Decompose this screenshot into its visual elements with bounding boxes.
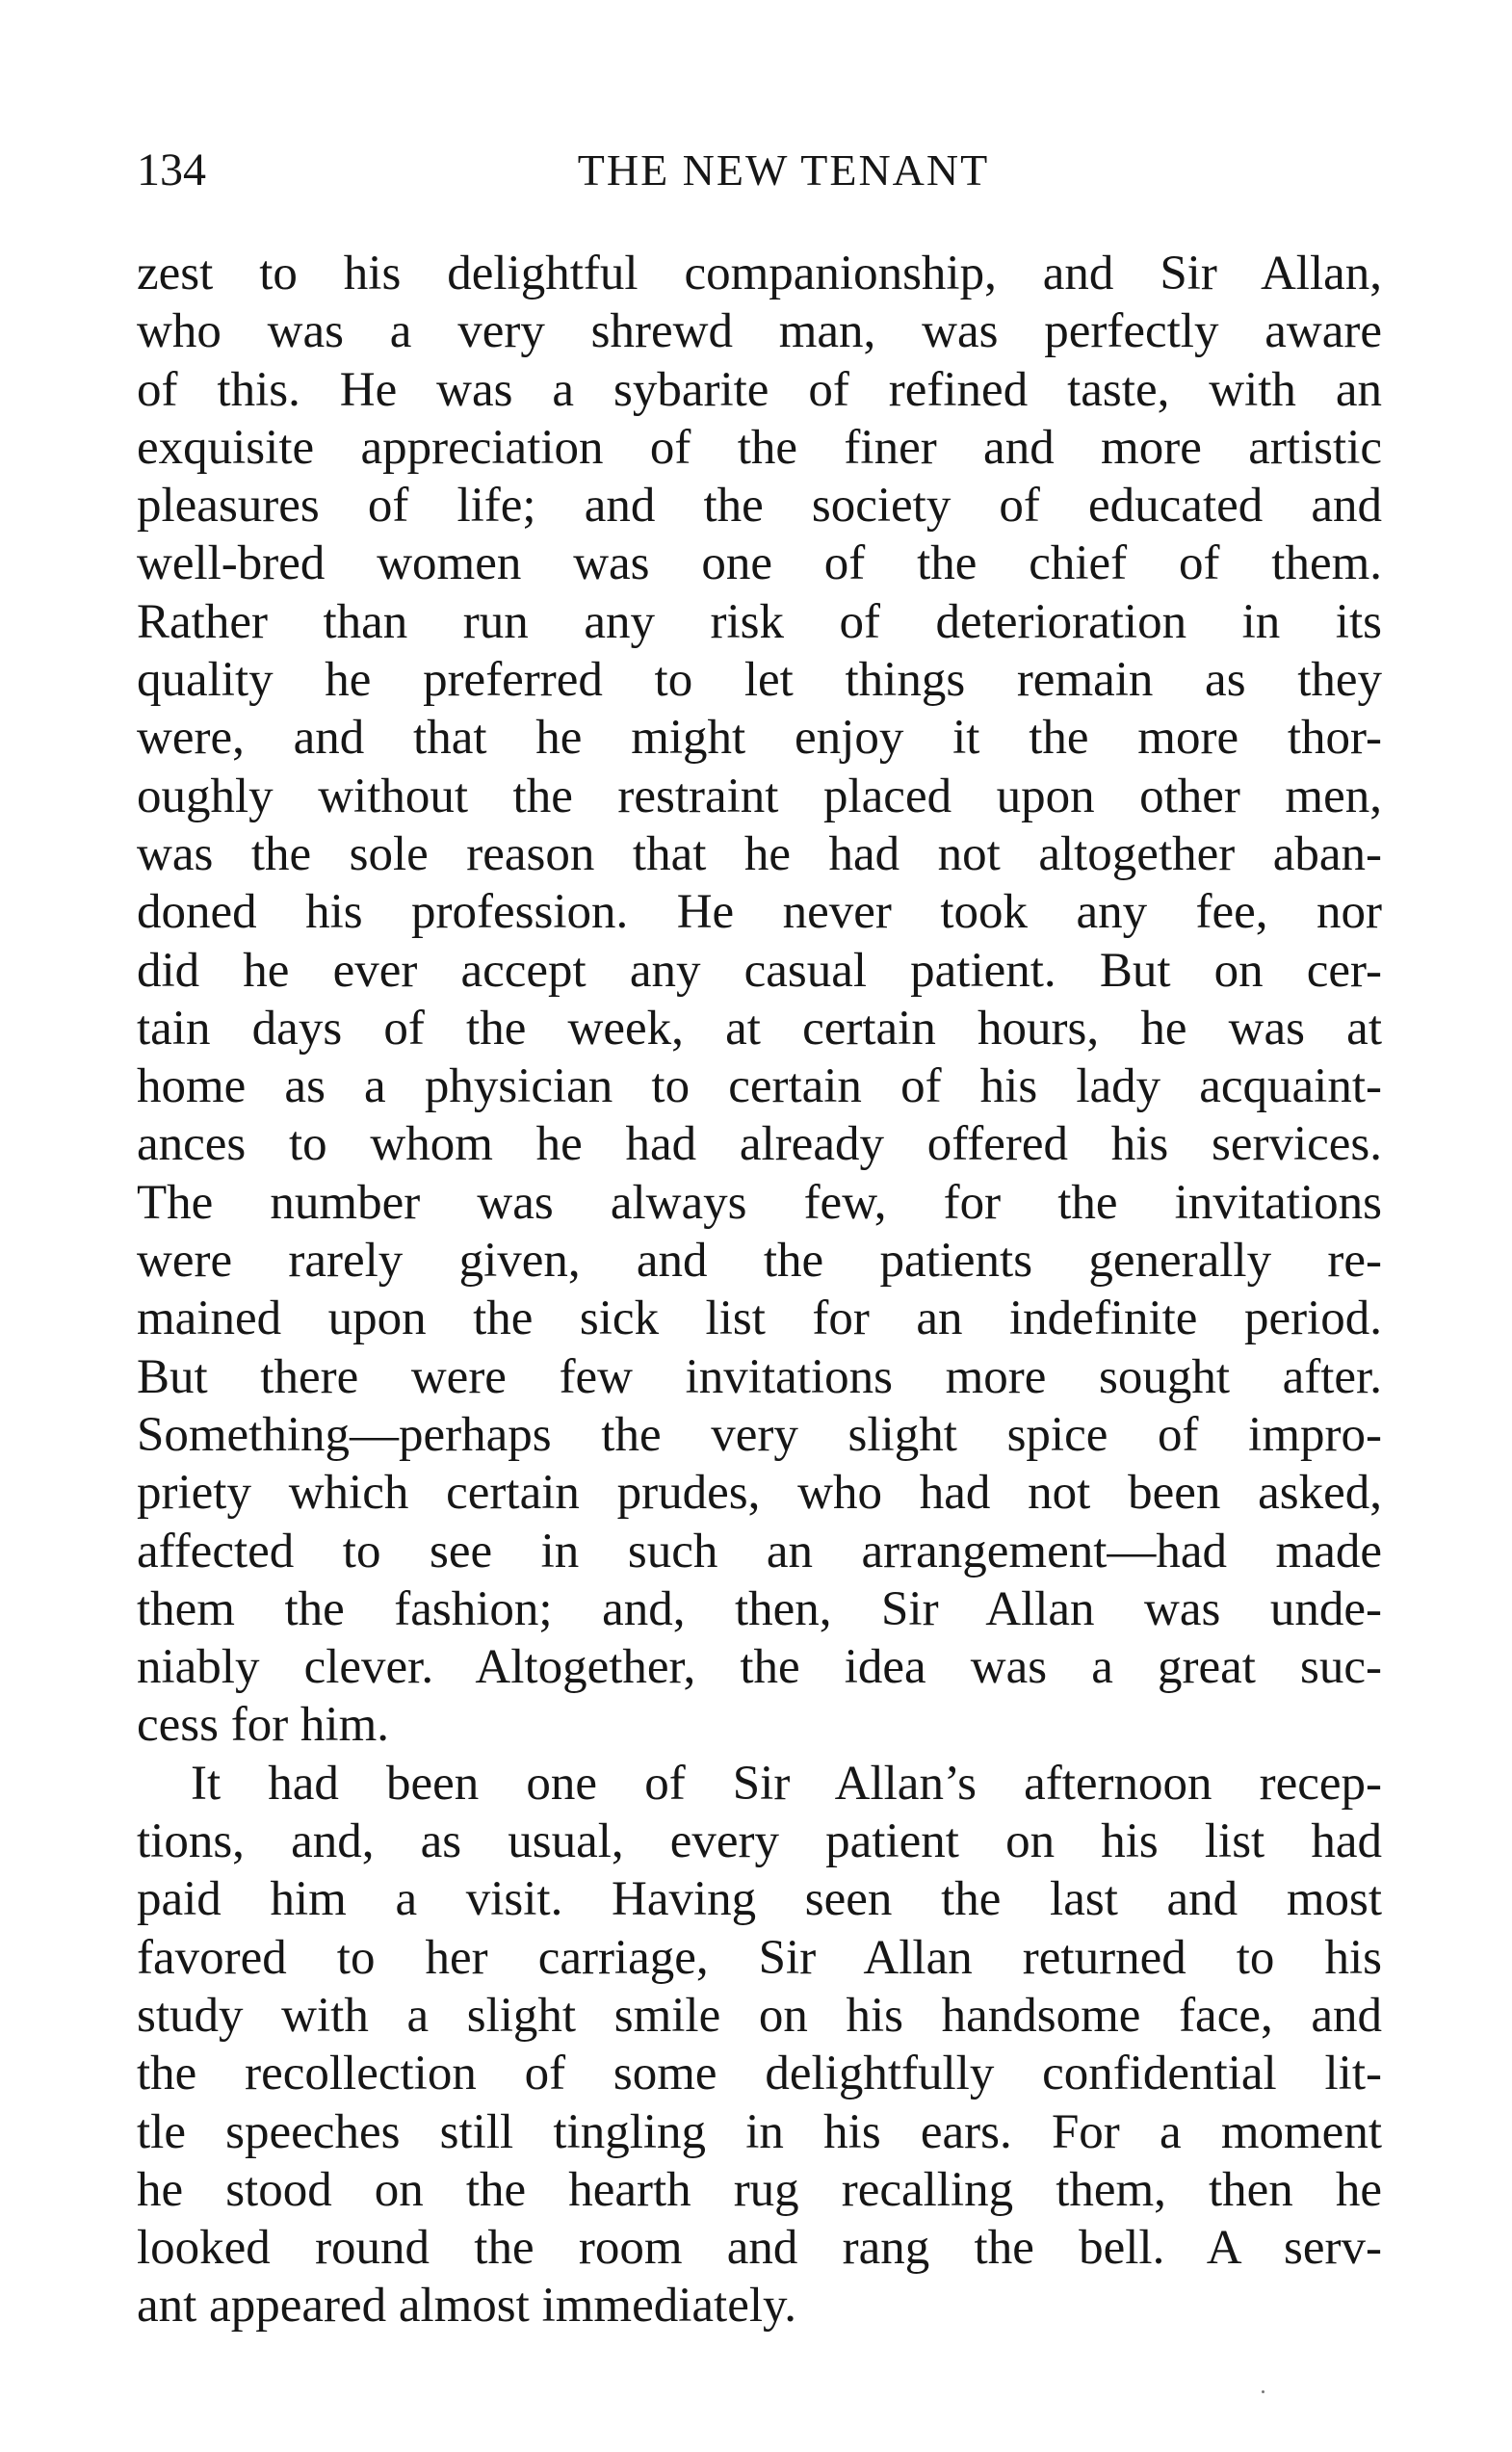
text-line: them the fashion; and, then, Sir Allan was unde- [137, 1581, 1382, 1636]
text-line: pleasures of life; and the society of educated and [137, 479, 1382, 534]
text-line: did he ever accept any casual patient. But on cer- [137, 943, 1382, 998]
text-line: doned his profession. He never took any fee, nor [137, 885, 1382, 940]
text-line: well-bred women was one of the chief of them. [137, 536, 1382, 591]
paper-speck [1262, 2390, 1264, 2393]
text-line: favored to her carriage, Sir Allan returned to his [137, 1930, 1382, 1985]
text-line: ant appeared almost immediately. [137, 2279, 796, 2334]
text-line: ances to whom he had already offered his services. [137, 1117, 1382, 1172]
text-line: exquisite appreciation of the finer and more artistic [137, 420, 1382, 475]
text-line: study with a slight smile on his handsome face, and [137, 1988, 1382, 2043]
text-line: Rather than run any risk of deterioration in its [137, 594, 1382, 649]
text-line: the recollection of some delightfully confidential lit- [137, 2047, 1382, 2101]
text-line: niably clever. Altogether, the idea was a great suc- [137, 1640, 1382, 1695]
text-line: oughly without the restraint placed upon other men, [137, 769, 1382, 823]
text-line: of this. He was a sybarite of refined taste, with an [137, 362, 1382, 417]
text-line: quality he preferred to let things remain as they [137, 653, 1382, 708]
paragraph-2 [137, 1755, 1382, 2335]
body-text [137, 245, 1382, 2335]
text-line: mained upon the sick list for an indefinite period. [137, 1291, 1382, 1346]
text-line: It had been one of Sir Allan’s afternoon recep- [191, 1756, 1382, 1811]
text-line: cess for him. [137, 1698, 390, 1753]
running-title: THE NEW TENANT [577, 145, 990, 195]
paragraph-1 [137, 245, 1382, 1755]
text-line: who was a very shrewd man, was perfectly aware [137, 304, 1382, 359]
text-line: looked round the room and rang the bell. A serv- [137, 2221, 1382, 2276]
text-line: priety which certain prudes, who had not been asked, [137, 1466, 1382, 1521]
text-line: were, and that he might enjoy it the more thor- [137, 711, 1382, 766]
text-line: paid him a visit. Having seen the last and most [137, 1872, 1382, 1927]
page-number: 134 [137, 144, 206, 196]
text-line: tle speeches still tingling in his ears. For a moment [137, 2104, 1382, 2159]
text-line: Something—perhaps the very slight spice of impro- [137, 1407, 1382, 1462]
text-line: home as a physician to certain of his lady acquaint- [137, 1059, 1382, 1114]
text-line: affected to see in such an arrangement—had made [137, 1524, 1382, 1578]
text-line: he stood on the hearth rug recalling them, then he [137, 2162, 1382, 2217]
text-line: was the sole reason that he had not altogether aban- [137, 826, 1382, 881]
text-line: The number was always few, for the invitations [137, 1175, 1382, 1230]
text-line: were rarely given, and the patients generally re- [137, 1234, 1382, 1289]
page-header [137, 143, 1382, 198]
text-line: zest to his delightful companionship, and Sir Allan, [137, 247, 1382, 300]
text-line: tain days of the week, at certain hours, he was at [137, 1001, 1382, 1056]
text-line: But there were few invitations more sought after. [137, 1349, 1382, 1404]
text-line: tions, and, as usual, every patient on his list had [137, 1814, 1382, 1869]
